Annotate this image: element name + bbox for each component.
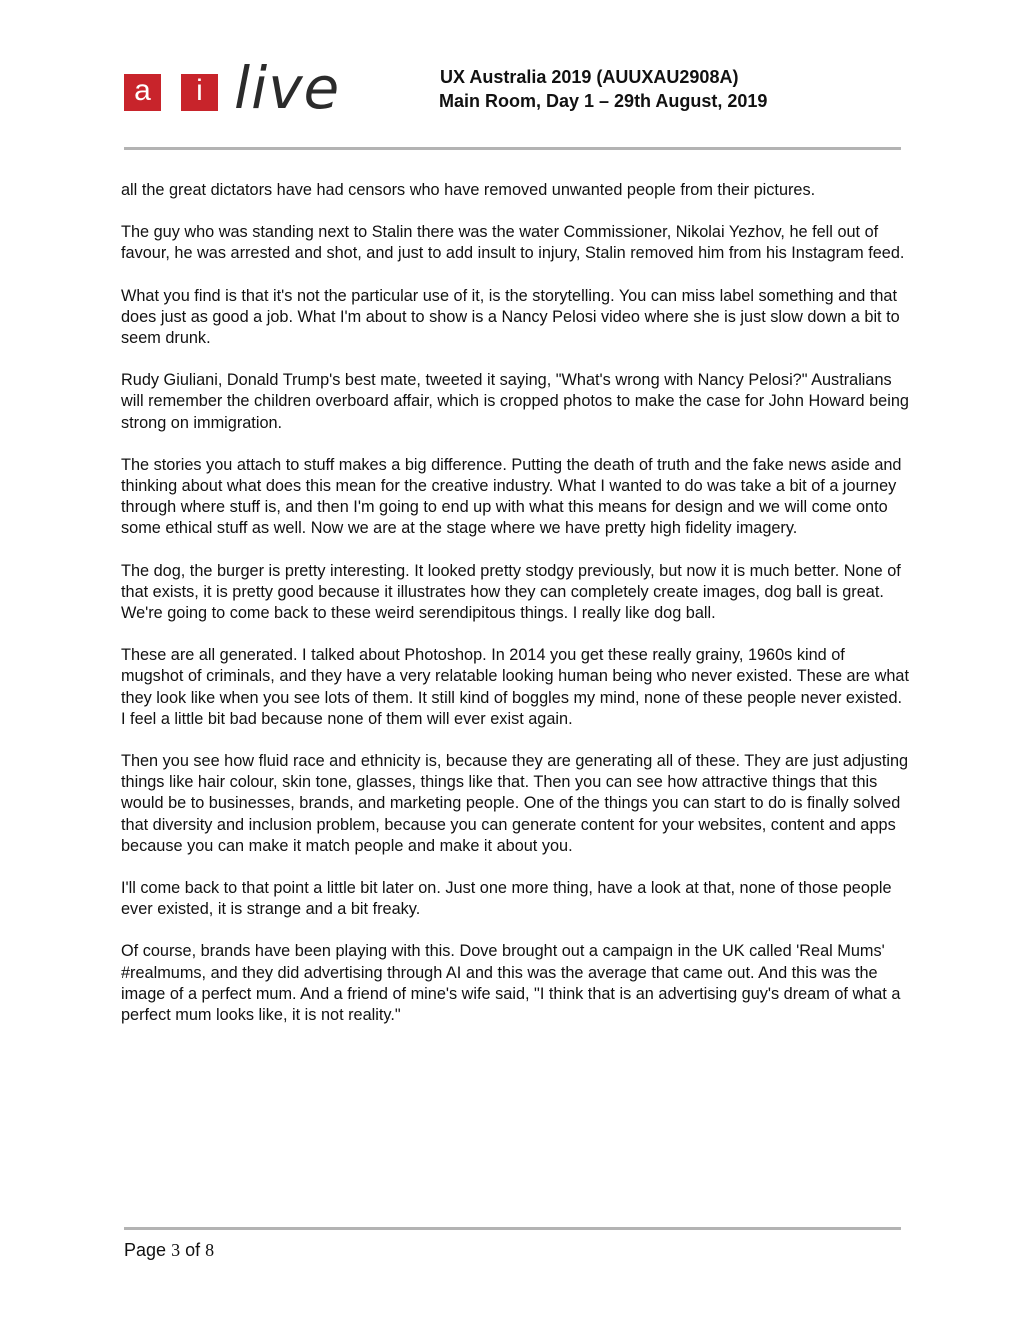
footer-divider xyxy=(124,1227,901,1230)
transcript-paragraph: Rudy Giuliani, Donald Trump's best mate, tweeted it saying, "What's wrong with Nancy Pelosi?" Australians will remember the children overboard affair, which is cropped photos to make the case for John Howard being strong on immigration. xyxy=(121,371,909,432)
logo-letter-a-box: a xyxy=(124,74,161,111)
transcript-paragraph: Then you see how fluid race and ethnicity is, because they are generating all of these. They are just adjusting things like hair colour, skin tone, glasses, things like that. Then you can see how attractive things that this would be to businesses, brands, and marketing people. One of the things you can start to do is finally solved that diversity and inclusion problem, because you can generate content for your websites, content and apps because you can make it match people and make it about you. xyxy=(121,752,909,855)
transcript-body xyxy=(121,180,911,1047)
transcript-paragraph: The guy who was standing next to Stalin there was the water Commissioner, Nikolai Yezhov, he fell out of favour, he was arrested and shot, and just to add insult to injury, Stalin removed him from his Instagram feed. xyxy=(121,223,905,263)
transcript-paragraph: I'll come back to that point a little bit later on. Just one more thing, have a look at that, none of those people ever existed, it is strange and a bit freaky. xyxy=(121,879,892,919)
header-divider xyxy=(124,147,901,150)
transcript-paragraph: Of course, brands have been playing with this. Dove brought out a campaign in the UK called 'Real Mums' #realmums, and they did advertising through AI and this was the average that came out. And this was the image of a perfect mum. And a friend of mine's wife said, "I think that is an advertising guy's dream of what a perfect mum looks like, it is not reality." xyxy=(121,942,901,1025)
logo-letter-i-box: i xyxy=(181,74,218,111)
event-title-block xyxy=(440,65,767,113)
transcript-paragraph: all the great dictators have had censors who have removed unwanted people from their pictures. xyxy=(121,181,816,199)
transcript-paragraph: These are all generated. I talked about Photoshop. In 2014 you get these really grainy, 1960s kind of mugshot of criminals, and they have a very relatable looking human being who never existed. These are what they look like when you see lots of them. It still kind of boggles my mind, none of these people never existed. I feel a little bit bad because none of them will ever exist again. xyxy=(121,646,909,728)
logo-live-wordmark: live xyxy=(234,54,341,122)
ai-live-logo xyxy=(124,54,344,130)
transcript-paragraph: The stories you attach to stuff makes a big difference. Putting the death of truth and the fake news aside and thinking about what does this mean for the creative industry. What I wanted to do was take a bit of a journey through where stuff is, and then I'm going to end up with what this means for design and we will come onto some ethical stuff as well. Now we are at the stage where we have pretty high fidelity imagery. xyxy=(121,455,902,538)
page-label: Page xyxy=(124,1240,167,1260)
page-number-footer xyxy=(124,1240,214,1261)
transcript-paragraph: What you find is that it's not the particular use of it, is the storytelling. You can miss label something and that does just as good a job. What I'm about to show is a Nancy Pelosi video where she is just slow down a bit to seem drunk. xyxy=(121,286,900,348)
total-pages-number: 8 xyxy=(205,1240,215,1260)
event-title: UX Australia 2019 (AUUXAU2908A) xyxy=(440,67,739,87)
transcript-paragraph: The dog, the burger is pretty interesting. It looked pretty stodgy previously, but now it is much better. None of that exists, it is pretty good because it illustrates how they can completely create images, dog ball is great. We're going to come back to these weird serendipitous things. I really like dog ball. xyxy=(121,561,901,623)
current-page-number: 3 xyxy=(171,1240,181,1260)
page-header xyxy=(0,0,1024,150)
event-subtitle: Main Room, Day 1 – 29th August, 2019 xyxy=(439,91,768,111)
of-label: of xyxy=(185,1240,201,1260)
